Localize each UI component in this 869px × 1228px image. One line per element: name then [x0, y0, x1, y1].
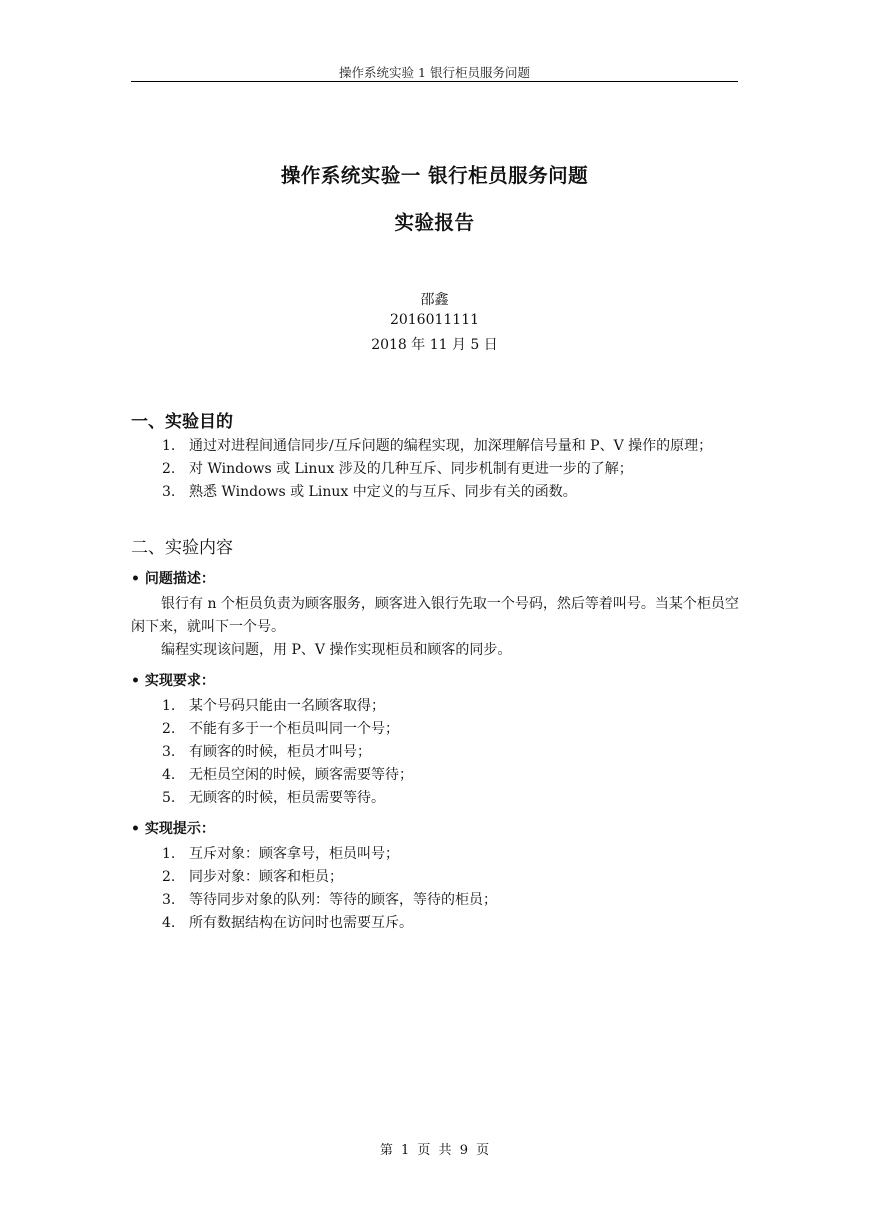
header-divider	[131, 81, 738, 82]
list-item	[0, 741, 869, 764]
list-item-text: 某个号码只能由一名顾客取得；	[189, 698, 385, 714]
list-item-number: 1.	[162, 846, 176, 862]
list-item	[0, 843, 869, 866]
running-header: 操作系统实验 1 银行柜员服务问题	[339, 65, 530, 80]
list-item-text: 无顾客的时候，柜员需要等待。	[189, 790, 385, 806]
list-item-text: 所有数据结构在访问时也需要互斥。	[189, 915, 413, 931]
document-title: 操作系统实验一 银行柜员服务问题	[280, 164, 589, 187]
hints-heading: • 实现提示：	[131, 821, 215, 837]
list-item-text: 通过对进程间通信同步/互斥问题的编程实现，加深理解信号量和 P、V 操作的原理；	[189, 438, 713, 454]
list-item-number: 2.	[162, 461, 176, 477]
document-subtitle: 实验报告	[394, 211, 475, 234]
section-heading-content: 二、实验内容	[131, 538, 233, 558]
page-number-footer: 第 1 页 共 9 页	[379, 1143, 490, 1158]
list-item-number: 5.	[162, 790, 176, 806]
list-item-number: 3.	[162, 744, 176, 760]
list-item-number: 3.	[162, 484, 176, 500]
list-item-number: 2.	[162, 869, 176, 885]
list-item	[0, 481, 869, 504]
list-item-number: 3.	[162, 892, 176, 908]
list-item	[0, 764, 869, 787]
list-item-text: 等待同步对象的队列：等待的顾客，等待的柜员；	[189, 892, 497, 908]
list-item	[0, 912, 869, 935]
list-item	[0, 458, 869, 481]
list-item-number: 1.	[162, 438, 176, 454]
list-item-text: 互斥对象：顾客拿号，柜员叫号；	[189, 846, 399, 862]
list-item	[0, 866, 869, 889]
author-name: 邵鑫	[420, 292, 449, 308]
section-heading-purpose: 一、实验目的	[131, 412, 233, 432]
list-item-text: 有顾客的时候，柜员才叫号；	[189, 744, 371, 760]
list-item-text: 对 Windows 或 Linux 涉及的几种互斥、同步机制有更进一步的了解；	[189, 461, 633, 477]
list-item-number: 4.	[162, 915, 176, 931]
list-item-text: 熟悉 Windows 或 Linux 中定义的与互斥、同步有关的函数。	[189, 484, 577, 500]
student-id: 2016011111	[389, 312, 480, 328]
list-item	[0, 718, 869, 741]
list-item	[0, 889, 869, 912]
report-date: 2018 年 11 月 5 日	[371, 337, 498, 353]
list-item-number: 1.	[162, 698, 176, 714]
problem-heading: • 问题描述：	[131, 571, 215, 587]
list-item-text: 无柜员空闲的时候，顾客需要等待；	[189, 767, 413, 783]
list-item-text: 不能有多于一个柜员叫同一个号；	[189, 721, 399, 737]
problem-task: 编程实现该问题，用 P、V 操作实现柜员和顾客的同步。	[161, 642, 512, 658]
requirements-heading: • 实现要求：	[131, 673, 215, 689]
list-item-number: 4.	[162, 767, 176, 783]
list-item	[0, 695, 869, 718]
list-item	[0, 435, 869, 458]
list-item-text: 同步对象：顾客和柜员；	[189, 869, 343, 885]
list-item	[0, 787, 869, 810]
list-item-number: 2.	[162, 721, 176, 737]
problem-description: 银行有 n 个柜员负责为顾客服务，顾客进入银行先取一个号码，然后等着叫号。当某个柜员空闲下来，就叫下一个号。	[131, 596, 739, 635]
